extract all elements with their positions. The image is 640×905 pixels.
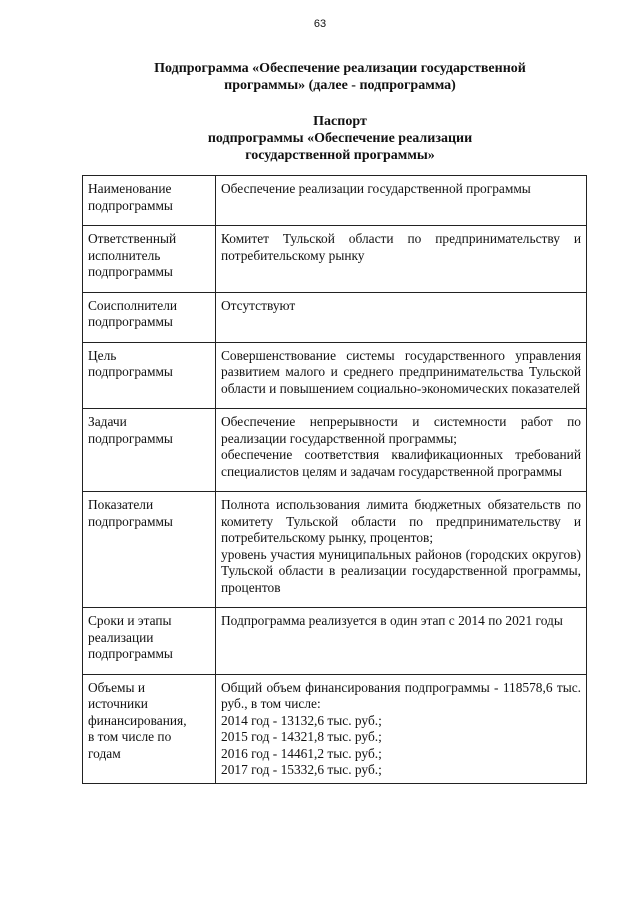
content-paragraph: Комитет Тульской области по предпринимательству и потребительскому рынку [221,231,581,263]
label-line: подпрограммы [88,364,173,379]
table-row-funding [83,674,587,783]
content-paragraph: 2014 год - 13132,6 тыс. руб.; [221,712,382,728]
label-line: Показатели [88,497,154,512]
label-line: в том числе по [88,729,172,744]
table-row-goal [83,342,587,409]
passport-heading [100,113,580,164]
content-paragraph: Обеспечение непрерывности и системности работ по реализации государственной программы; [221,414,581,446]
content-paragraph: Общий объем финансирования подпрограммы - 118578,6 тыс. руб., в том числе: [221,679,581,711]
table-row-timeline [83,608,587,675]
row-content [216,409,587,492]
page-number: 63 [313,18,327,30]
passport-subtitle: подпрограммы «Обеспечение реализации [207,131,473,146]
content-paragraph: 2015 год - 14321,8 тыс. руб.; [221,729,382,744]
row-content [216,674,587,783]
content-paragraph: Отсутствуют [221,297,296,313]
row-label [83,674,216,783]
subprogram-heading [100,60,580,94]
label-line: Объемы и [88,679,146,695]
content-paragraph: 2016 год - 14461,2 тыс. руб.; [221,745,382,761]
label-line: реализации [88,629,154,645]
passport-subtitle: государственной программы» [245,148,435,163]
label-line: подпрограммы [88,646,173,661]
label-line: подпрограммы [88,314,173,329]
row-label [83,176,216,226]
label-line: подпрограммы [88,264,173,279]
label-line: годам [88,745,121,761]
label-line: подпрограммы [88,197,173,213]
passport-title: Паспорт [313,114,367,129]
label-line: финансирования, [88,712,187,728]
row-label [83,342,216,409]
table-row-indicators [83,492,587,608]
table-row-tasks [83,409,587,492]
label-line: Соисполнители [88,297,178,313]
label-line: Наименование [88,181,172,196]
label-line: источники [88,696,148,711]
row-label [83,409,216,492]
row-content [216,608,587,675]
row-label [83,492,216,608]
row-content [216,342,587,409]
content-paragraph: Подпрограмма реализуется в один этап с 2014 по 2021 годы [221,613,563,628]
label-line: подпрограммы [88,430,173,446]
label-line: исполнитель [88,247,161,263]
content-paragraph: 2017 год - 15332,6 тыс. руб.; [221,762,382,777]
row-label [83,292,216,342]
label-line: Задачи [88,414,127,429]
content-paragraph: уровень участия муниципальных районов (городских округов) Тульской области в реализации государственной программы, процентов [221,546,581,595]
row-label [83,608,216,675]
table-row-name [83,176,587,226]
row-content [216,492,587,608]
label-line: Ответственный [88,231,177,246]
subprogram-heading-line: Подпрограмма «Обеспечение реализации государственной [154,61,526,76]
row-content [216,292,587,342]
table-row-executor [83,226,587,293]
label-line: Сроки и этапы [88,613,172,628]
table-row-coexecutors [83,292,587,342]
label-line: подпрограммы [88,513,173,529]
content-paragraph: Обеспечение реализации государственной программы [221,181,531,196]
row-content [216,226,587,293]
row-content [216,176,587,226]
label-line: Цель [88,347,117,363]
content-paragraph: обеспечение соответствия квалификационных требований специалистов целям и задачам государственной программы [221,447,581,479]
passport-table [82,175,587,784]
row-label [83,226,216,293]
subprogram-heading-line: программы» (далее - подпрограмма) [224,78,456,93]
content-paragraph: Полнота использования лимита бюджетных обязательств по комитету Тульской области по предпринимательству и потребительскому рынку, процентов; [221,497,581,545]
content-paragraph: Совершенствование системы государственного управления развитием малого и среднего предпринимательства Тульской области и повышением социально-экономических показателей [221,347,581,396]
